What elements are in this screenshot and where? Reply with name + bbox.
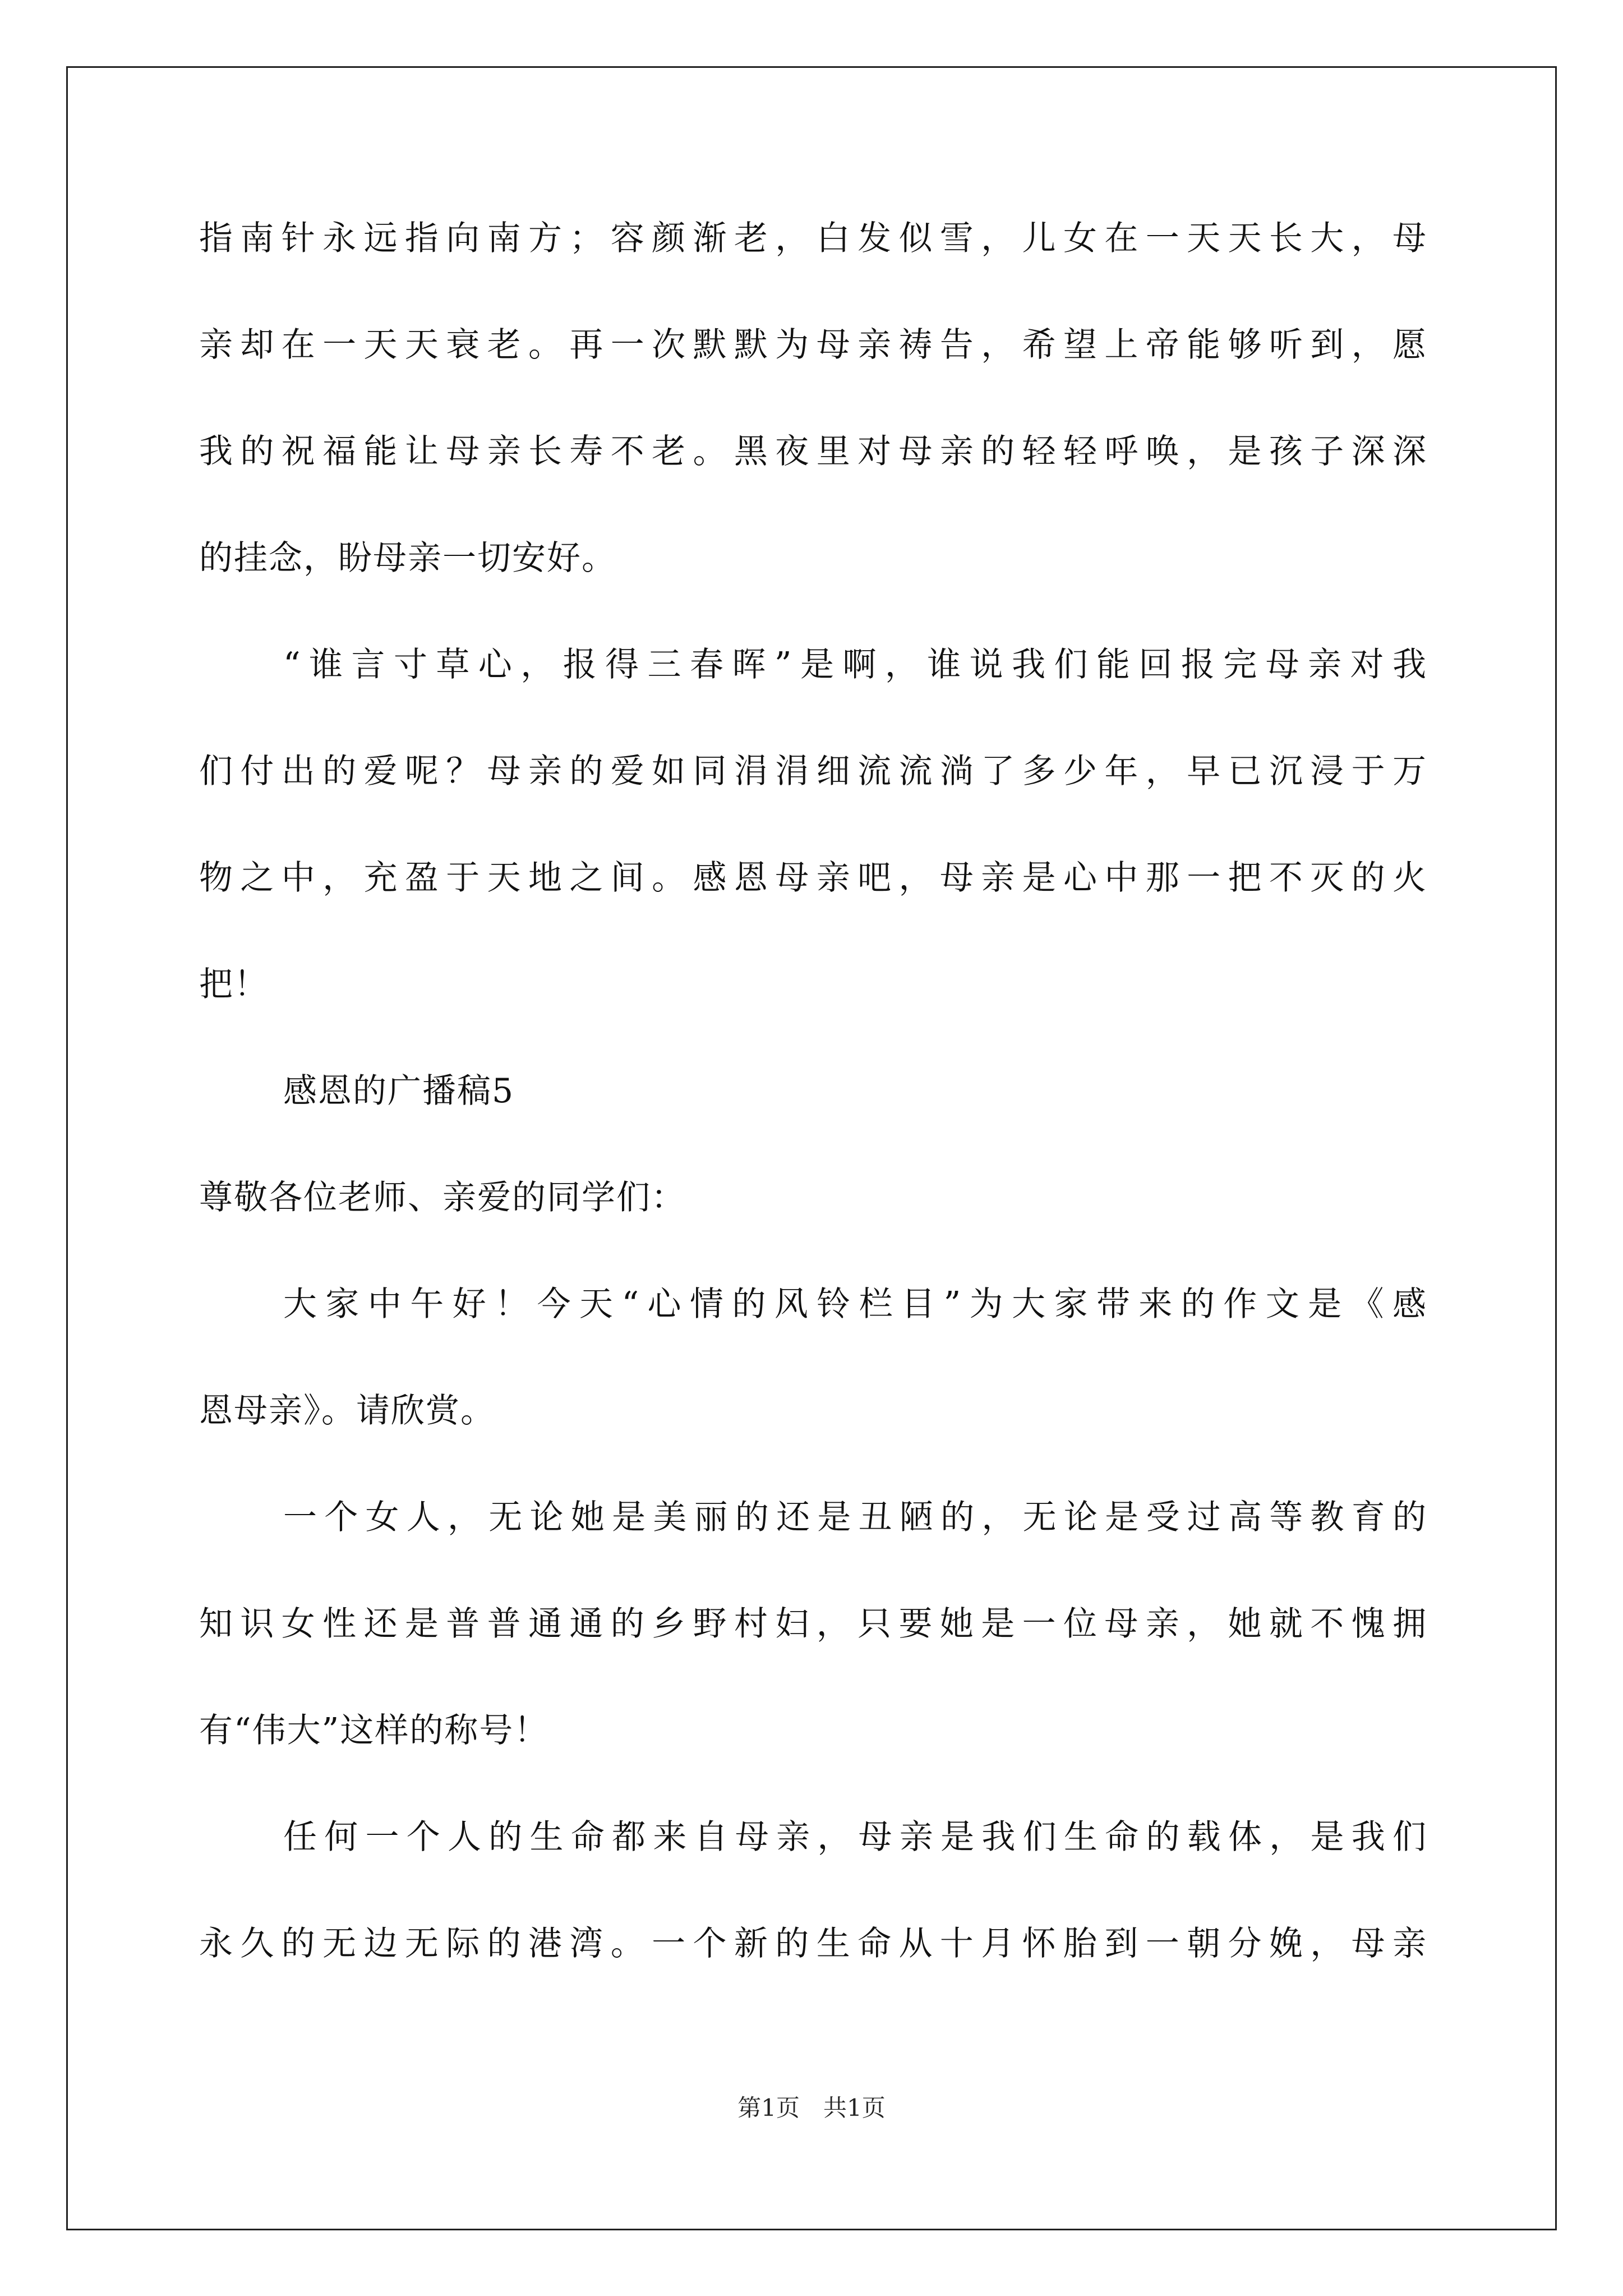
text-line: 有“伟大”这样的称号！ bbox=[199, 1711, 549, 1750]
text-line: 我的祝福能让母亲长寿不老。黑夜里对母亲的轻轻呼唤，是孩子深深 bbox=[199, 432, 1427, 471]
text-line: 恩母亲》。请欣赏。 bbox=[199, 1391, 495, 1430]
page-border bbox=[66, 66, 1557, 2230]
text-line: 们付出的爱呢？母亲的爱如同涓涓细流流淌了多少年，早已沉浸于万 bbox=[199, 752, 1427, 791]
text-line: 的挂念，盼母亲一切安好。 bbox=[199, 539, 616, 578]
text-line: 知识女性还是普普通通的乡野村妇，只要她是一位母亲，她就不愧拥 bbox=[199, 1604, 1427, 1644]
text-line: 永久的无边无际的港湾。一个新的生命从十月怀胎到一朝分娩，母亲 bbox=[199, 1924, 1427, 1963]
text-line: “谁言寸草心，报得三春晖”是啊，谁说我们能回报完母亲对我 bbox=[283, 645, 1427, 684]
text-line: 大家中午好！今天“心情的风铃栏目”为大家带来的作文是《感 bbox=[283, 1285, 1427, 1324]
text-line: 一个女人，无论她是美丽的还是丑陋的，无论是受过高等教育的 bbox=[283, 1498, 1427, 1537]
section-heading: 感恩的广播稿5 bbox=[283, 1071, 515, 1111]
page-footer: 第1页 共1页 bbox=[737, 2094, 886, 2122]
text-line: 物之中，充盈于天地之间。感恩母亲吧，母亲是心中那一把不灭的火 bbox=[199, 858, 1427, 898]
text-line: 亲却在一天天衰老。再一次默默为母亲祷告，希望上帝能够听到，愿 bbox=[199, 325, 1427, 365]
text-line: 指南针永远指向南方；容颜渐老，白发似雪，儿女在一天天长大，母 bbox=[199, 219, 1427, 258]
text-line: 把！ bbox=[199, 965, 269, 1004]
text-line: 任何一个人的生命都来自母亲，母亲是我们生命的载体，是我们 bbox=[283, 1818, 1427, 1857]
salutation: 尊敬各位老师、亲爱的同学们： bbox=[199, 1178, 686, 1217]
